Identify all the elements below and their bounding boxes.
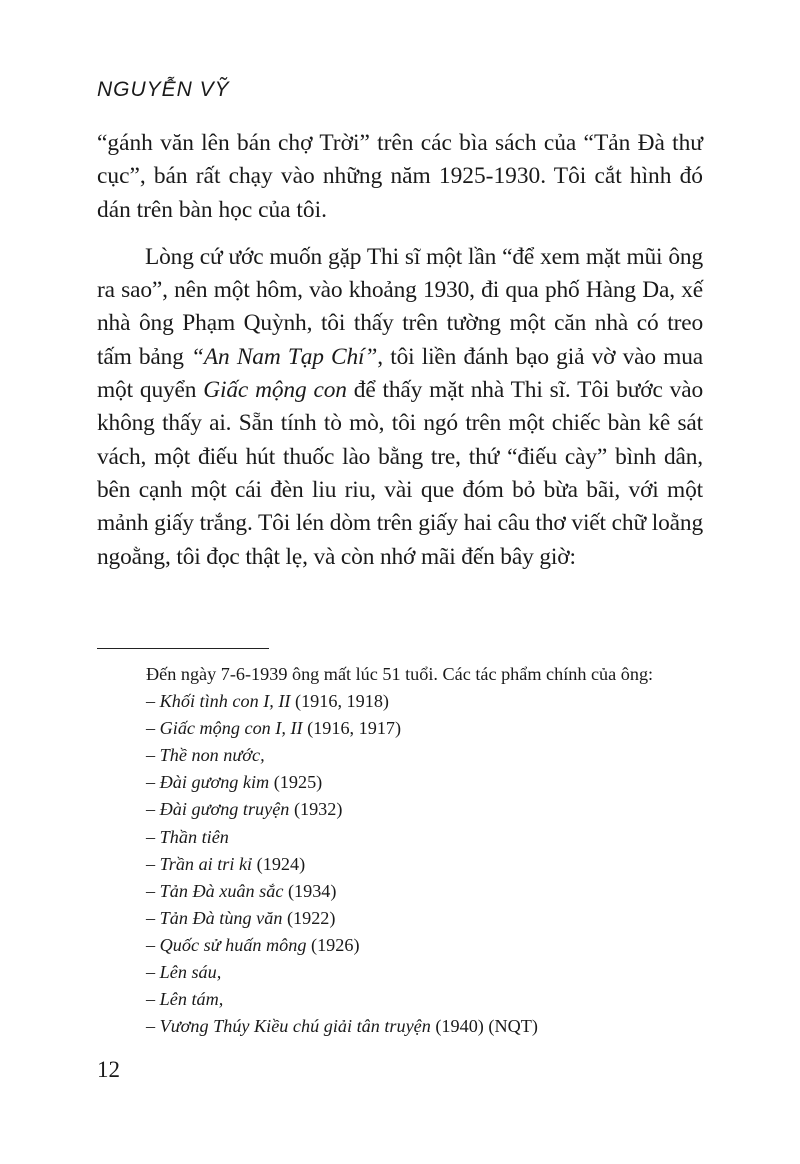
work-item bbox=[146, 715, 716, 742]
work-item bbox=[146, 796, 716, 823]
work-title: Khối tình con I, II bbox=[159, 691, 291, 712]
paragraph-2-text-3: để thấy mặt nhà Thi sĩ. Tôi bước vào không thấy ai. Sẵn tính tò mò, tôi ngó trên một chiếc bàn kê sát vách, một điếu hút thuốc lào bằng tre, thứ “điếu cày” bình dân, bên cạnh một cái đèn liu riu, vài que đóm bỏ bừa bãi, với một mảnh giấy trắng. Tôi lén dòm trên giấy hai câu thơ viết chữ loằng ngoằng, tôi đọc thật lẹ, và còn nhớ mãi đến bây giờ: bbox=[97, 377, 703, 570]
work-year: (1926) bbox=[306, 934, 360, 955]
work-year: (1916, 1918) bbox=[290, 691, 389, 712]
running-head: NGUYỄN VỸ bbox=[97, 78, 230, 101]
work-title: Thề non nước, bbox=[159, 745, 265, 766]
work-item bbox=[146, 851, 716, 878]
page-number: 12 bbox=[97, 1057, 120, 1082]
work-item bbox=[146, 986, 716, 1013]
paragraph-2-text-1: Lòng cứ ước muốn gặp Thi sĩ một lần “để xem mặt mũi ông ra sao”, nên một hôm, vào khoảng 1930, đi qua phố Hàng Da, xế nhà ông Phạm Quỳnh, tôi thấy trên tường một căn nhà có treo tấm bảng bbox=[97, 243, 703, 370]
footnote bbox=[146, 661, 716, 1040]
list-dash: – bbox=[146, 691, 160, 712]
work-item bbox=[146, 824, 716, 851]
work-title: Vương Thúy Kiều chú giải tân truyện bbox=[159, 1016, 431, 1037]
body-text bbox=[97, 127, 703, 574]
work-title: Tản Đà xuân sắc bbox=[159, 880, 284, 901]
list-dash: – bbox=[146, 745, 160, 766]
work-item bbox=[146, 959, 716, 986]
work-title: Đài gương truyện bbox=[159, 799, 290, 820]
paragraph-2 bbox=[97, 241, 703, 574]
magazine-title: “An Nam Tạp Chí” bbox=[191, 343, 378, 370]
work-item bbox=[146, 769, 716, 796]
work-title: Lên sáu, bbox=[159, 962, 222, 983]
paragraph-1 bbox=[97, 127, 703, 227]
work-year: (1934) bbox=[283, 880, 337, 901]
work-title: Giấc mộng con I, II bbox=[159, 718, 303, 739]
work-item bbox=[146, 688, 716, 715]
work-item bbox=[146, 932, 716, 959]
work-title: Lên tám, bbox=[159, 989, 224, 1010]
work-title: Tản Đà tùng văn bbox=[159, 907, 283, 928]
work-item bbox=[146, 1013, 716, 1040]
work-title: Trần ai tri kỉ bbox=[159, 853, 253, 874]
list-dash: – bbox=[146, 853, 160, 874]
footnote-divider bbox=[97, 648, 269, 649]
paragraph-2-text-2: , tôi liền đánh bạo giả vờ vào mua một quyển bbox=[97, 343, 704, 404]
work-title: Quốc sử huấn mông bbox=[159, 934, 307, 955]
work-year: (1932) bbox=[289, 799, 343, 820]
work-year: (1925) bbox=[269, 772, 323, 793]
paragraph-1-text: “gánh văn lên bán chợ Trời” trên các bìa sách của “Tản Đà thư cục”, bán rất chạy vào những năm 1925-1930. Tôi cắt hình đó dán trên bàn học của tôi. bbox=[97, 130, 703, 223]
list-dash: – bbox=[146, 880, 160, 901]
work-title: Thần tiên bbox=[159, 826, 229, 847]
work-item bbox=[146, 878, 716, 905]
works-list bbox=[146, 688, 716, 1040]
list-dash: – bbox=[146, 907, 160, 928]
book-title: Giấc mộng con bbox=[203, 377, 347, 404]
list-dash: – bbox=[146, 934, 160, 955]
list-dash: – bbox=[146, 989, 160, 1010]
work-year: (1924) bbox=[252, 853, 306, 874]
work-year: (1916, 1917) bbox=[302, 718, 402, 739]
list-dash: – bbox=[146, 962, 160, 983]
work-item bbox=[146, 742, 716, 769]
list-dash: – bbox=[146, 826, 160, 847]
list-dash: – bbox=[146, 718, 160, 739]
list-dash: – bbox=[146, 1016, 160, 1037]
footnote-intro: Đến ngày 7-6-1939 ông mất lúc 51 tuổi. Các tác phẩm chính của ông: bbox=[146, 664, 654, 684]
list-dash: – bbox=[146, 799, 160, 820]
work-year: (1922) bbox=[282, 907, 336, 928]
work-title: Đài gương kim bbox=[159, 772, 270, 793]
work-item bbox=[146, 905, 716, 932]
list-dash: – bbox=[146, 772, 160, 793]
work-year: (1940) (NQT) bbox=[430, 1016, 538, 1037]
